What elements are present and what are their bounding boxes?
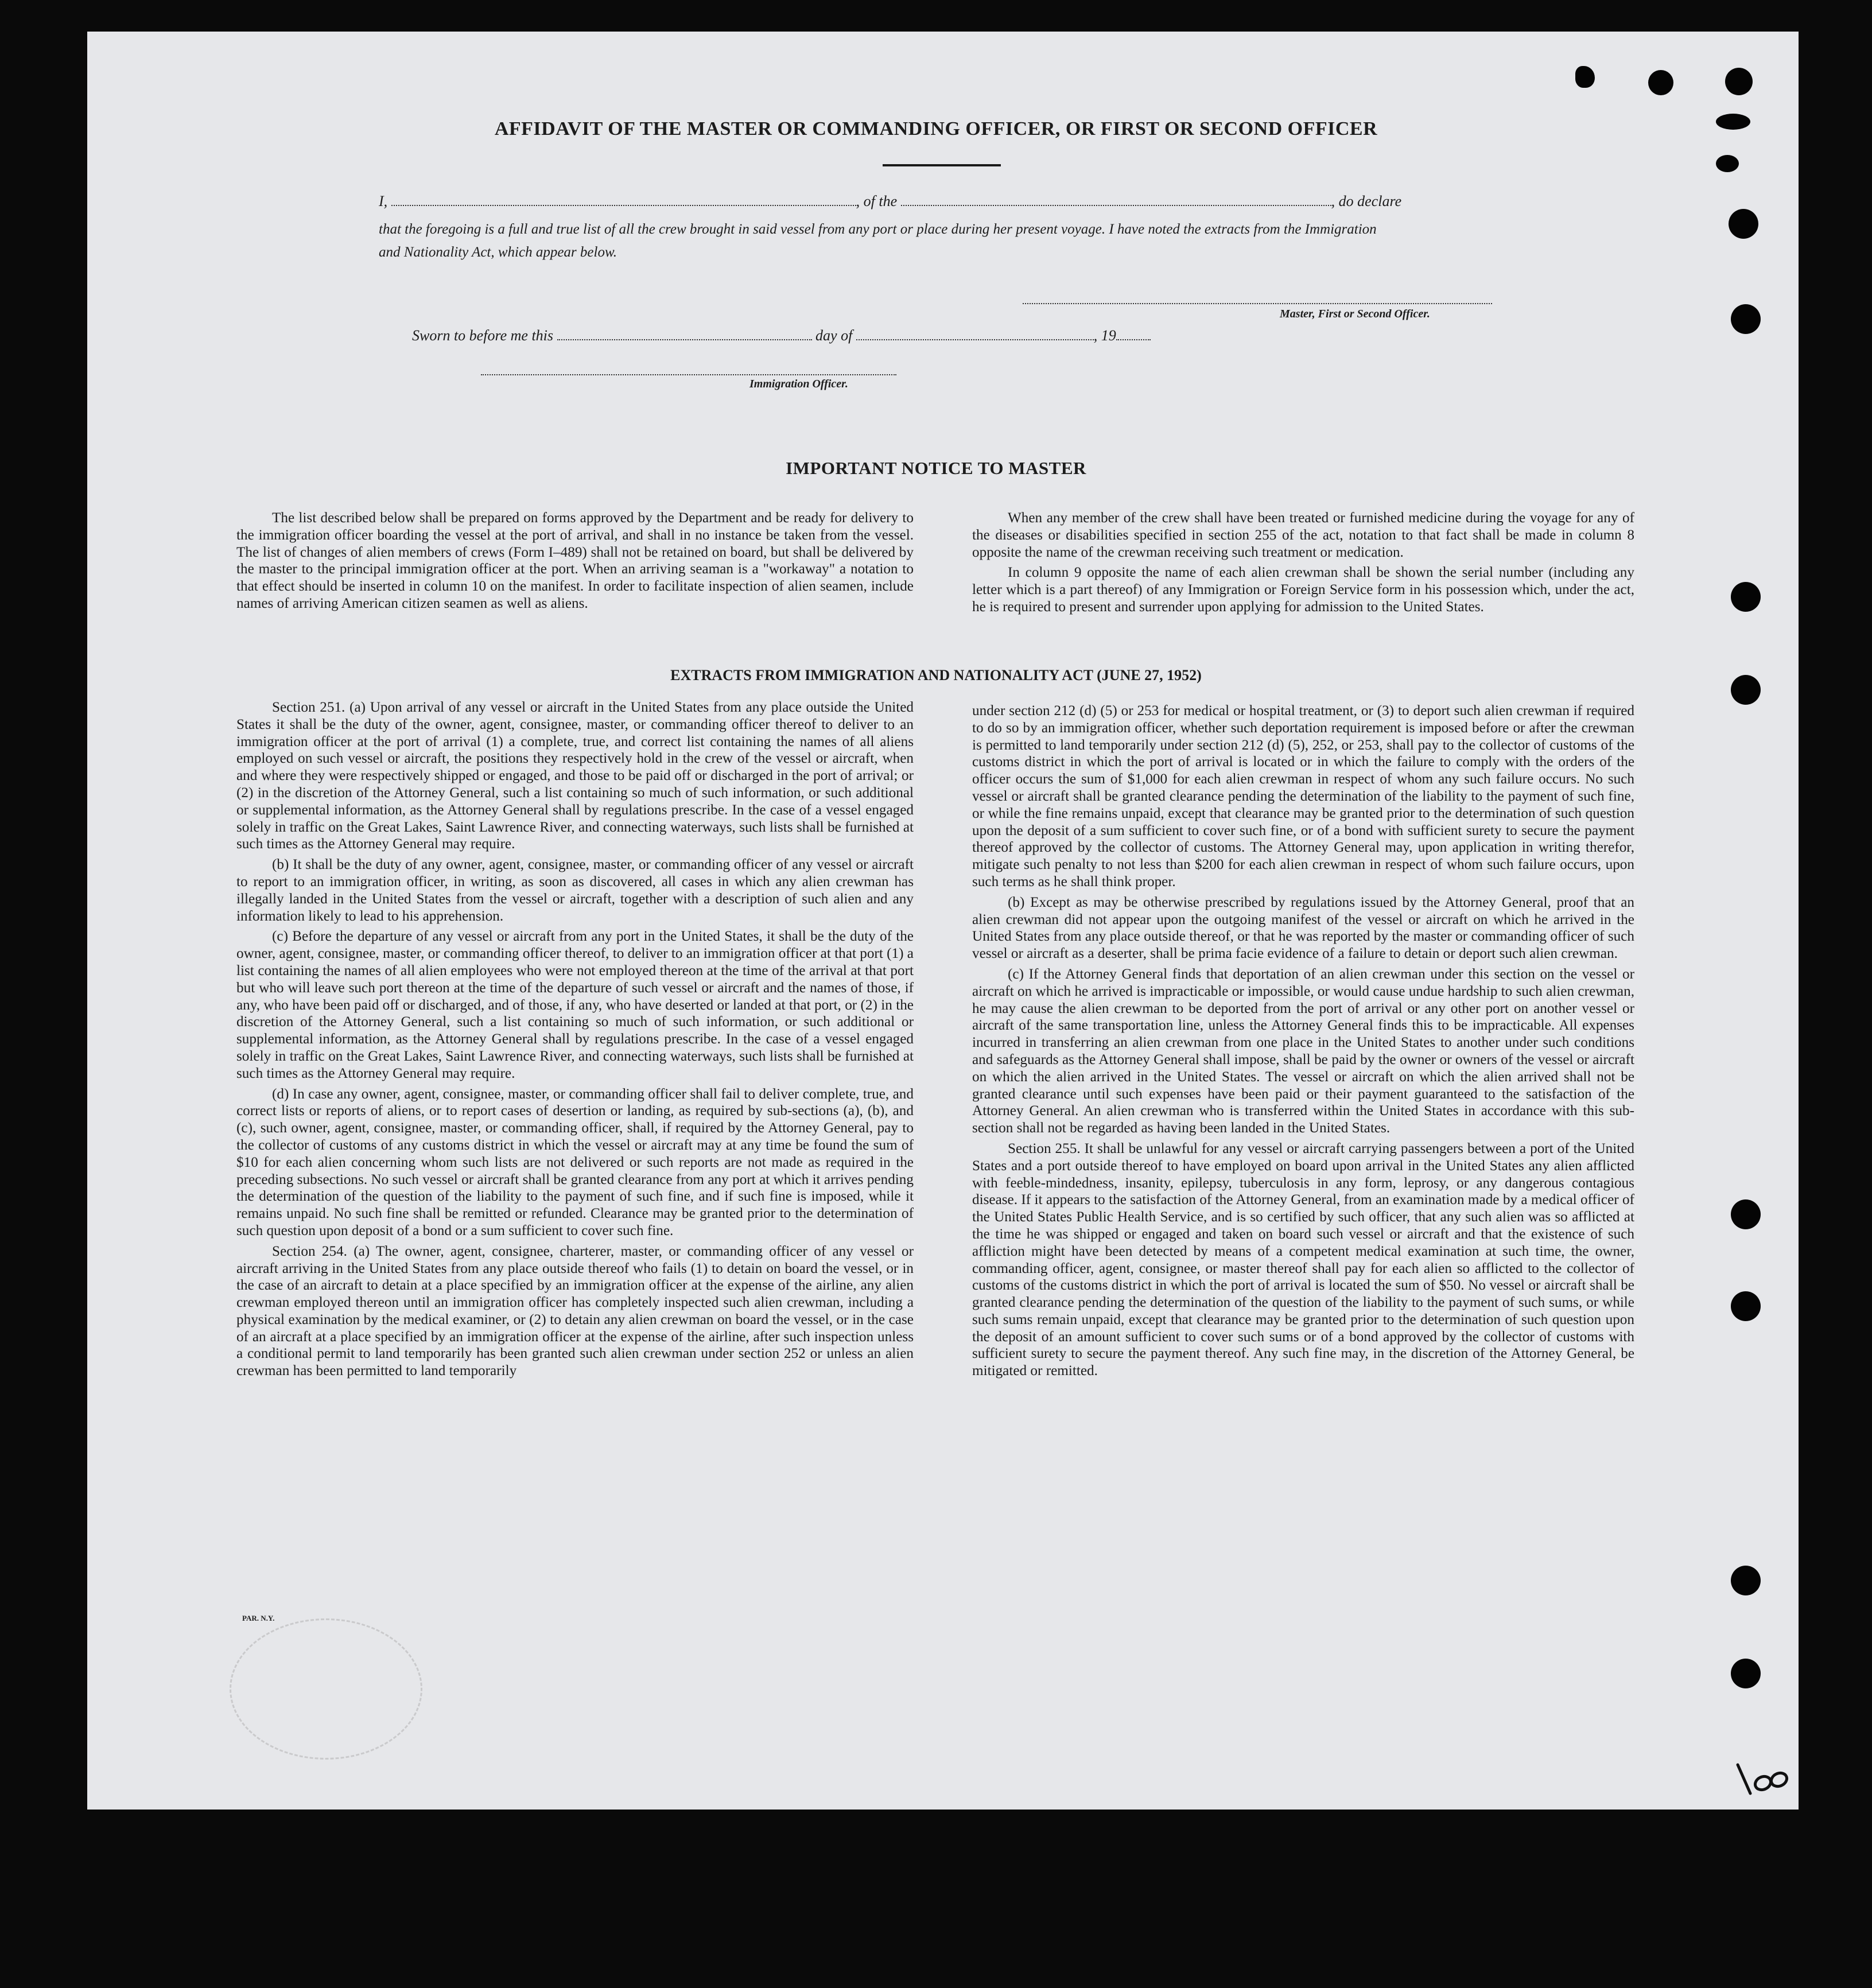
declaration-of-the: , of the bbox=[856, 193, 898, 209]
sworn-day-of: day of bbox=[815, 327, 853, 344]
notice-right-paragraph-2: In column 9 opposite the name of each alien crewman shall be shown the serial number (including any letter which is a part thereof) of any Immigration or Foreign Service form in his possession which, under the act, he is required to present and surrender upon applying for admission to the United States. bbox=[972, 565, 1634, 615]
notice-right-column bbox=[972, 510, 1634, 619]
section-251-b: (b) It shall be the duty of any owner, agent, consignee, master, or commanding officer of any vessel or aircraft to report to an immigration officer, in writing, as soon as discovered, all cases in which any alien crewman has illegally landed in the United States from the vessel or aircraft, together with a description of such alien and any information likely to lead to his apprehension. bbox=[236, 857, 914, 924]
sworn-month-field[interactable] bbox=[856, 329, 1094, 340]
punch-hole bbox=[1731, 582, 1761, 612]
printer-mark: PAR. N.Y. bbox=[242, 1614, 275, 1622]
section-251-a: Section 251. (a) Upon arrival of any vessel or aircraft in the United States from any place outside the United States it shall be the duty of the owner, agent, consignee, master, or commanding officer thereof to deliver to an immigration officer at the port of arrival (1) a complete, true, and correct list containing the names of all aliens employed on such vessel or aircraft, the positions they respectively hold in the crew of the vessel or aircraft, when and where they were respectively shipped or engaged, and those to be paid off or discharged in the port of arrival; or (2) in the discretion of the Attorney General, such a list containing so much of such information, or such additional or supplemental information, as the Attorney General shall by regulations prescribe. In the case of a vessel engaged solely in traffic on the Great Lakes, Saint Lawrence River, and connecting waterways, such lists shall be furnished at such times as the Attorney General may require. bbox=[236, 700, 914, 852]
section-254-a-continued: under section 212 (d) (5) or 253 for medical or hospital treatment, or (3) to deport such alien crewman if required to do so by an immigration officer, whether such deportation requirement is imposed before or after the crewman is permitted to land temporarily under section 212 (d) (5), 252, or 253, shall pay to the collector of customs of the customs district in which the port of arrival is located or in which the failure to comply with the orders of the officer occurs the sum of $1,000 for each alien crewman in respect of whom any such failure occurs. No such vessel or aircraft shall be granted clearance pending the determination of the liability to the payment of such fine, or while the fine remains unpaid, except that clearance may be granted prior to the determination of such question upon the deposit of a sum sufficient to cover such fine, or of a bond with sufficient surety to secure the payment thereof approved by the collector of customs. The Attorney General may, upon application in writing therefor, mitigate such penalty to not less than $200 for each alien crewman in respect of whom such failure occurs, upon such terms as he shall think proper. bbox=[972, 703, 1634, 890]
punch-hole bbox=[1725, 68, 1753, 95]
punch-hole bbox=[1731, 1199, 1761, 1229]
punch-hole bbox=[1731, 304, 1761, 334]
extracts-right-column bbox=[972, 702, 1634, 1383]
ink-blot bbox=[1575, 66, 1595, 88]
title-underline bbox=[883, 164, 1001, 166]
vessel-field[interactable] bbox=[901, 195, 1331, 206]
section-251-d: (d) In case any owner, agent, consignee, master, or commanding officer shall fail to deliver complete, true, and correct lists or reports of aliens, or to report cases of desertion or landing, as required by sub-sections (a), (b), and (c), such owner, agent, consignee, master, or commanding officer, shall, if required by the Attorney General, pay to the collector of customs of any customs district in which the vessel or aircraft may at any time be found the sum of $10 for each alien concerning whom such lists are not delivered or such reports are not made as required in the preceding subsections. No such vessel or aircraft shall be granted clearance from any port at which it arrives pending the determination of the question of the liability to the payment of such fine, and if such fine is imposed, while it remains unpaid. No such fine shall be remitted or refunded. Clearance may be granted prior to the determination of such question upon deposit of a bond or a sum sufficient to cover such fine. bbox=[236, 1086, 914, 1238]
declaration-line bbox=[379, 193, 1401, 210]
name-field[interactable] bbox=[391, 195, 856, 206]
declaration-prefix: I, bbox=[379, 193, 388, 209]
section-255: Section 255. It shall be unlawful for any vessel or aircraft carrying passengers between a port of the United States and a port outside thereof to have employed on board upon arrival in the United States any alien afflicted with feeble-mindedness, insanity, epilepsy, tuberculosis in any form, leprosy, or any dangerous contagious disease. If it appears to the satisfaction of the Attorney General, from an examination made by a medical officer of the United States Public Health Service, and is so certified by such officer, that any such alien was so afflicted at the time he was shipped or engaged and taken on board such vessel or aircraft and that the existence of such affliction might have been detected by means of a competent medical examination at such time, the owner, commanding officer, agent, consignee, or master thereof shall pay for each alien so afflicted to the collector of customs of the customs district in which the port of arrival is located the sum of $50. No vessel or aircraft shall be granted clearance pending the determination of the question of the liability to the payment of such sums, or while such sums remain unpaid, except that clearance may be granted prior to the determination of such question upon the deposit of an amount sufficient to cover such sums or of a bond approved by the collector of customs with sufficient surety to secure the payment thereof. Any such fine may, in the discretion of the Attorney General, be mitigated or remitted. bbox=[972, 1140, 1634, 1379]
notice-left-paragraph: The list described below shall be prepared on forms approved by the Department and be ready for delivery to the immigration officer boarding the vessel at the port of arrival, and shall in no instance be taken from the vessel. The list of changes of alien members of crews (Form I–489) shall not be retained on board, but shall be delivered by the master to the principal immigration officer at the port. When an arriving seaman is a "workaway" a notation to that effect should be inserted in column 10 on the manifest. In order to facilitate inspection of alien seamen, include names of arriving American citizen seamen as well as aliens. bbox=[236, 510, 914, 611]
master-signature-line[interactable] bbox=[1023, 303, 1492, 304]
section-254-b: (b) Except as may be otherwise prescribed by regulations issued by the Attorney General, proof that an alien crewman did not appear upon the outgoing manifest of the vessel or aircraft on which he arrived in the United States from any place outside thereof, or that he was reported by the master or commanding officer of such vessel or aircraft as a deserter, shall be prima facie evidence of a failure to detain or deport such alien crewman. bbox=[972, 894, 1634, 962]
section-254-a: Section 254. (a) The owner, agent, consignee, charterer, master, or commanding officer of any vessel or aircraft arriving in the United States from any place outside thereof who fails (1) to detain on board the vessel, or in the case of an aircraft to detain at a place specified by an immigration officer at the expense of the airline, any alien crewman employed thereon until an immigration officer has completely inspected such alien crewman, including a physical examination by the medical examiner, or (2) to detain any alien crewman on board the vessel, or in the case of an aircraft at a place specified by an immigration officer at the expense of the airline, after such inspection unless a conditional permit to land temporarily has been granted such alien crewman under section 252 or unless an alien crewman has been permitted to land temporarily bbox=[236, 1243, 914, 1379]
declaration-body: that the foregoing is a full and true list of all the crew brought in said vessel from any port or place during her present voyage. I have noted the extracts from the Immigration and Nationality Act, which appear below. bbox=[379, 222, 1377, 260]
officer-signature-line[interactable] bbox=[481, 374, 896, 375]
punch-hole bbox=[1729, 209, 1758, 239]
section-254-c: (c) If the Attorney General finds that deportation of an alien crewman under this section on the vessel or aircraft on which he arrived is impracticable or impossible, or would cause undue hardship to such alien crewman, he may cause the alien crewman to be deported from the port of arrival or any other port on another vessel or aircraft of the same transportation line, unless the Attorney General finds this to be impracticable. All expenses incurred in transferring an alien crewman from one place in the United States to another under such conditions and safeguards as the Attorney General shall impose, shall be paid by the owner or owners of the vessel or aircraft on which the alien arrived in the United States. The vessel or aircraft on which the alien arrived shall not be granted clearance until such expenses have been paid or their payment guaranteed to the satisfaction of the Attorney General. An alien crewman who is transferred within the United States in accordance with this sub-section shall not be regarded as having been landed in the United States. bbox=[972, 966, 1634, 1136]
declaration-suffix: , do declare bbox=[1331, 193, 1402, 209]
officer-caption: Immigration Officer. bbox=[749, 378, 848, 390]
sworn-prefix: Sworn to before me this bbox=[412, 327, 554, 344]
sworn-year-prefix: , 19 bbox=[1093, 327, 1116, 344]
punch-hole bbox=[1731, 1659, 1761, 1688]
notice-right-paragraph-1: When any member of the crew shall have been treated or furnished medicine during the voyage for any of the diseases or disabilities specified in section 255 of the act, notation to that fact shall be made in column 8 opposite the name of the crewman receiving such treatment or medication. bbox=[972, 510, 1634, 560]
ink-blot bbox=[1716, 155, 1739, 172]
faded-stamp bbox=[230, 1618, 422, 1760]
extracts-left-column bbox=[236, 699, 914, 1383]
punch-hole bbox=[1731, 1291, 1761, 1321]
sworn-line bbox=[412, 327, 1151, 344]
punch-hole bbox=[1648, 70, 1673, 95]
punch-hole bbox=[1731, 1566, 1761, 1595]
section-251-c: (c) Before the departure of any vessel or aircraft from any port in the United States, it shall be the duty of the owner, agent, consignee, master, or commanding officer thereof, to deliver to an immigration officer at that port (1) a list containing the names of all alien employees who were not employed thereon at the time of the arrival at that port but who will leave such port thereon at the time of the departure of such vessel or aircraft and the names of those, if any, who have been paid off or discharged, and of those, if any, who have deserted or landed at that port, or (2) in the discretion of the Attorney General, such a list containing so much of such information, or such additional or supplemental information, as the Attorney General shall by regulations prescribe. In the case of a vessel engaged solely in traffic on the Great Lakes, Saint Lawrence River, and connecting waterways, such lists shall be furnished at such times as the Attorney General may require. bbox=[236, 929, 914, 1081]
notice-left-column bbox=[236, 510, 914, 616]
sworn-year-field[interactable] bbox=[1116, 329, 1151, 340]
master-caption: Master, First or Second Officer. bbox=[1280, 308, 1430, 320]
sworn-day-field[interactable] bbox=[557, 329, 812, 340]
handwritten-page-number bbox=[1733, 1753, 1791, 1805]
notice-title: IMPORTANT NOTICE TO MASTER bbox=[786, 458, 1086, 478]
affidavit-title: AFFIDAVIT OF THE MASTER OR COMMANDING OFFICER, OR FIRST OR SECOND OFFICER bbox=[494, 118, 1378, 139]
extracts-title: EXTRACTS FROM IMMIGRATION AND NATIONALITY ACT (JUNE 27, 1952) bbox=[670, 667, 1202, 684]
